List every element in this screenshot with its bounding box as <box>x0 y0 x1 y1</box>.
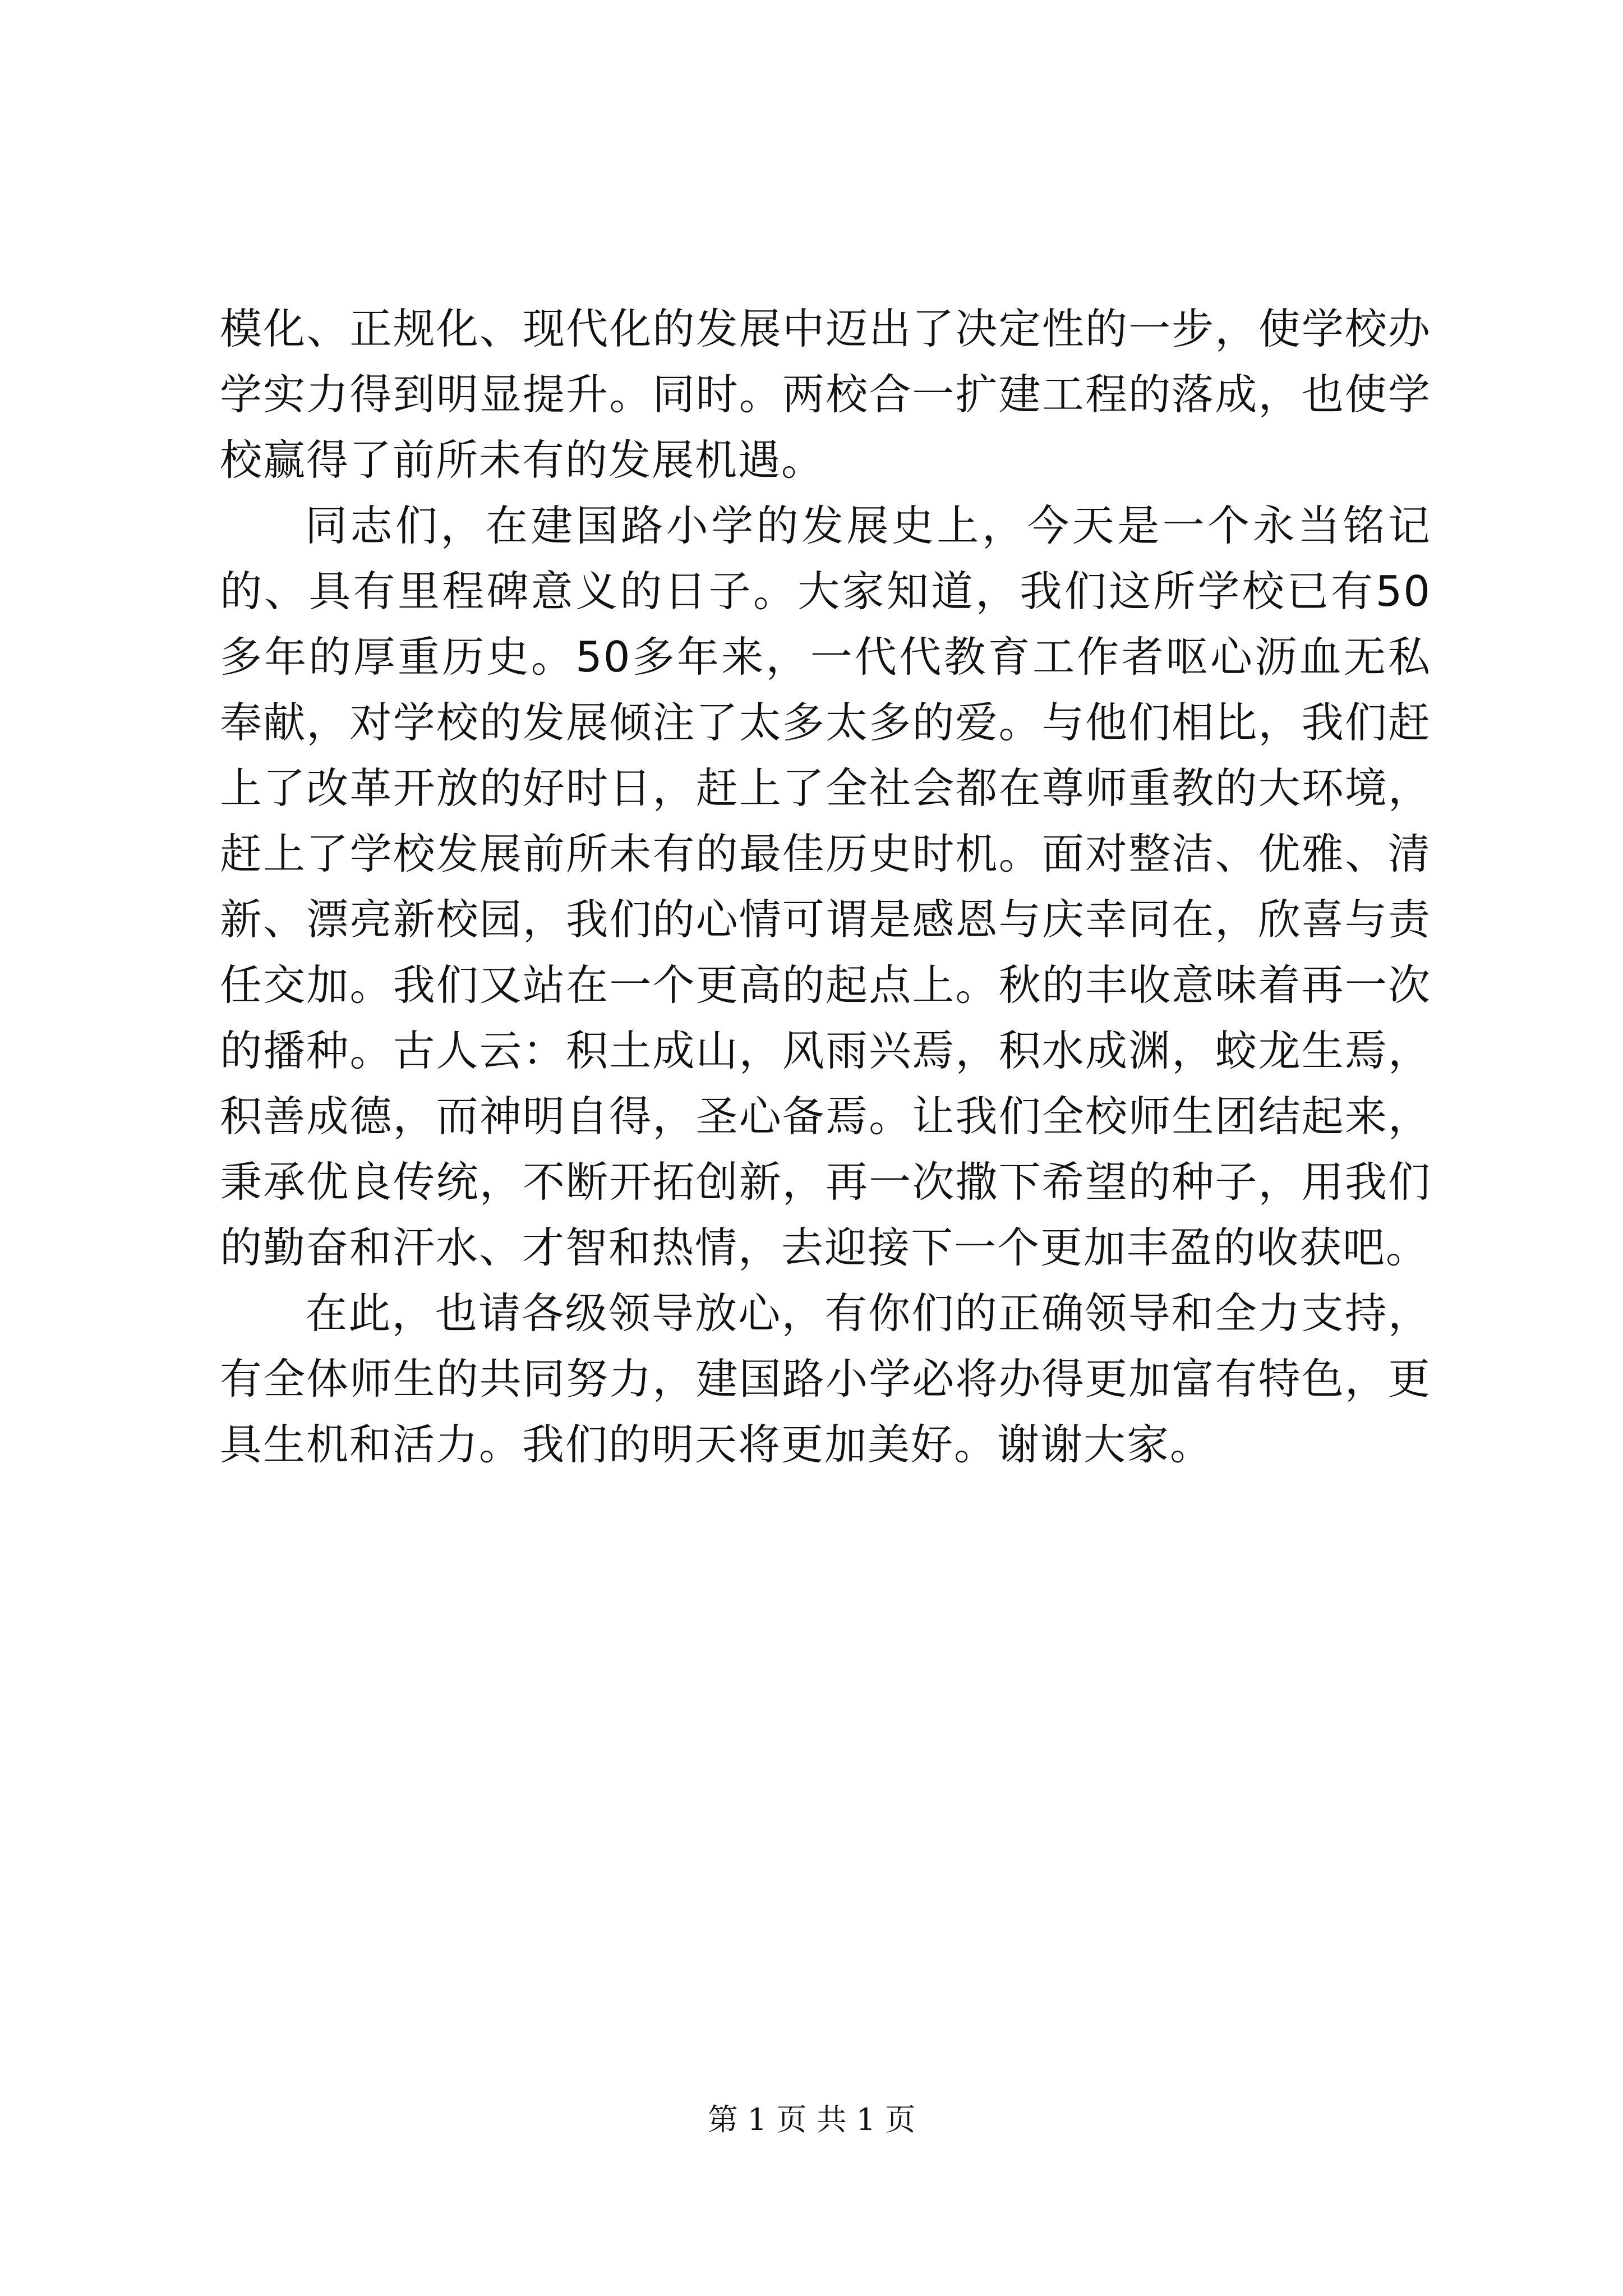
document-body <box>220 296 1431 1478</box>
page-footer: 第 1 页 共 1 页 <box>707 2102 916 2137</box>
paragraph-history: 同志们，在建国路小学的发展史上，今天是一个永当铭记的、具有里程碑意义的日子。大家知道，我们这所学校已有50多年的厚重历史。50多年来，一代代教育工作者呕心沥血无私奉献，对学校的发展倾注了太多太多的爱。与他们相比，我们赶上了改革开放的好时日，赶上了全社会都在尊师重教的大环境，赶上了学校发展前所未有的最佳历史时机。面对整洁、优雅、清新、漂亮新校园，我们的心情可谓是感恩与庆幸同在，欣喜与责任交加。我们又站在一个更高的起点上。秋的丰收意味着再一次的播种。古人云：积土成山，风雨兴焉，积水成渊，蛟龙生焉，积善成德，而神明自得，圣心备焉。让我们全校师生团结起来，秉承优良传统，不断开拓创新，再一次撒下希望的种子，用我们的勤奋和汗水、才智和热情，去迎接下一个更加丰盈的收获吧。 <box>220 501 1431 1272</box>
paragraph-continuation: 模化、正规化、现代化的发展中迈出了决定性的一步，使学校办学实力得到明显提升。同时。两校合一扩建工程的落成，也使学校赢得了前所未有的发展机遇。 <box>220 304 1431 485</box>
paragraph-closing: 在此，也请各级领导放心，有你们的正确领导和全力支持，有全体师生的共同努力，建国路小学必将办得更加富有特色，更具生机和活力。我们的明天将更加美好。谢谢大家。 <box>220 1289 1431 1469</box>
